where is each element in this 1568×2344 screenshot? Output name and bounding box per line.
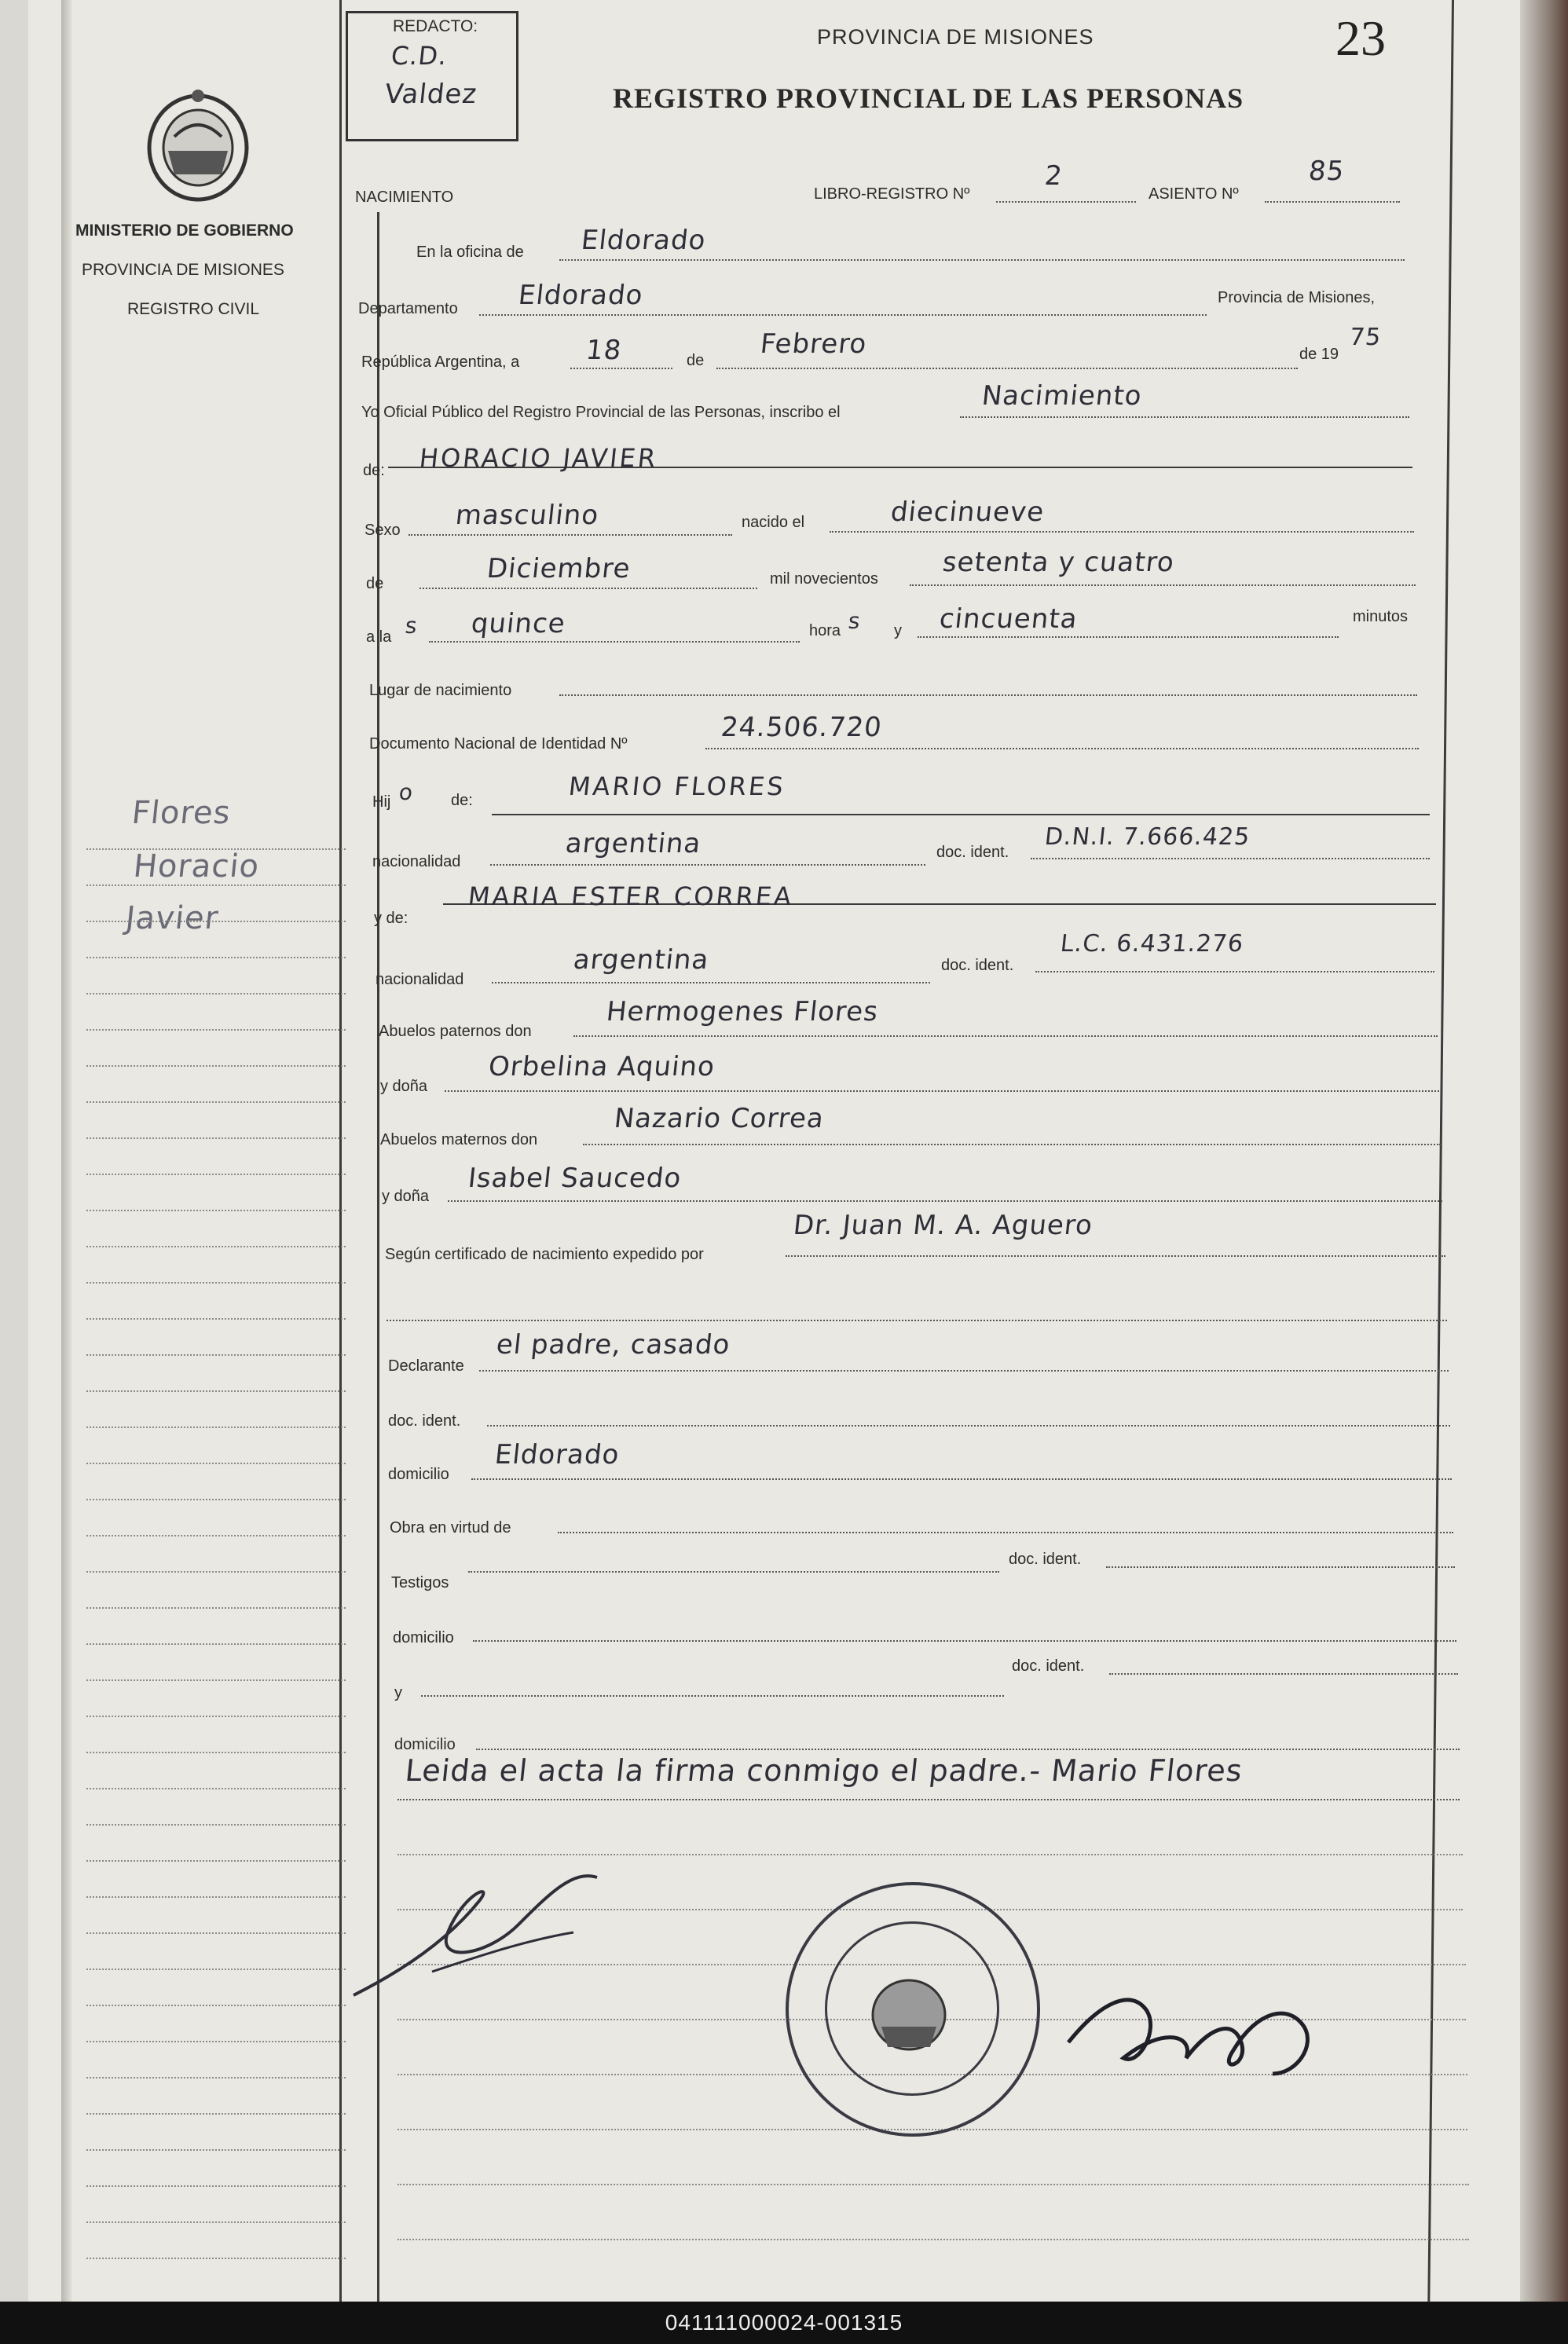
margin-rule-line	[86, 957, 346, 958]
oficina-line	[559, 259, 1405, 261]
abuelos-maternos-value: Nazario Correa	[612, 1103, 826, 1134]
hora-value: quince	[469, 608, 567, 639]
certificado-label: Según certificado de nacimiento expedido por	[385, 1246, 704, 1263]
nacionalidad-2-line	[492, 982, 930, 983]
official-signature	[1053, 1956, 1335, 2113]
margin-rule-line	[86, 2258, 346, 2259]
dona-2-line	[448, 1200, 1442, 1202]
book-cover-edge	[1520, 0, 1568, 2302]
abuelos-paternos-value: Hermogenes Flores	[604, 996, 881, 1027]
margin-rule-line	[86, 2149, 346, 2151]
departamento-value: Eldorado	[516, 280, 645, 311]
margin-rule-line	[86, 1824, 346, 1826]
testigos-line	[468, 1571, 999, 1573]
declarante-line	[479, 1370, 1449, 1372]
margin-rule-line	[86, 1607, 346, 1609]
y-testigo-doc-label: doc. ident.	[1012, 1657, 1085, 1675]
abuelos-maternos-label: Abuelos maternos don	[380, 1131, 538, 1148]
asiento-value: 85	[1306, 156, 1346, 187]
margin-rule-line	[86, 884, 346, 886]
de-nombre-label: de:	[363, 462, 385, 479]
father-signature	[338, 1838, 668, 2027]
stamp-emblem-icon	[858, 1972, 960, 2058]
a-la-suffix: s	[404, 613, 419, 639]
testigos-doc-label: doc. ident.	[1009, 1551, 1082, 1568]
certificado-line-2	[387, 1320, 1447, 1321]
nacionalidad-2-value: argentina	[571, 944, 711, 976]
mes-line	[716, 368, 1298, 369]
nacionalidad-1-label: nacionalidad	[372, 853, 461, 870]
margin-rule-line	[86, 1679, 346, 1681]
closing-note: Leida el acta la firma conmigo el padre.- Mario Flores	[403, 1753, 1244, 1788]
margin-rule-line	[86, 1282, 346, 1284]
nacido-label: nacido el	[742, 514, 805, 531]
margin-rule-line	[86, 1932, 346, 1934]
milnov-label: mil novecientos	[770, 570, 878, 588]
libro-value: 2	[1042, 160, 1064, 192]
declarante-doc-label: doc. ident.	[388, 1412, 461, 1430]
margin-rule-line	[86, 2041, 346, 2042]
republica-label: República Argentina, a	[361, 353, 520, 371]
margin-note-surname: Flores	[130, 795, 233, 831]
margin-rule-line	[86, 2221, 346, 2223]
rule-line	[397, 2184, 1469, 2185]
nacido-line	[830, 531, 1414, 533]
margin-rule-line	[86, 2077, 346, 2078]
margin-rule-line	[86, 1427, 346, 1428]
hijo-label: Hij	[372, 793, 391, 811]
libro-label: LIBRO-REGISTRO Nº	[814, 185, 970, 203]
child-name: HORACIO JAVIER	[418, 443, 660, 473]
margin-rule-line	[86, 1896, 346, 1898]
domicilio-label: domicilio	[388, 1466, 449, 1483]
domicilio-3-label: domicilio	[394, 1736, 456, 1753]
father-name: MARIO FLORES	[567, 771, 787, 801]
margin-rule-line	[86, 1354, 346, 1356]
redacto-name: Valdez	[383, 79, 479, 110]
margin-rule-line	[86, 1390, 346, 1392]
dia-value: 18	[584, 335, 624, 366]
doc-2-line	[1035, 971, 1434, 972]
margin-rule-line	[86, 1571, 346, 1573]
doc-1-label: doc. ident.	[936, 844, 1009, 861]
ministry-name: MINISTERIO DE GOBIERNO	[75, 222, 294, 240]
anio-nac-line	[910, 584, 1416, 586]
declarante-doc-line	[487, 1425, 1450, 1427]
ministry-registry: REGISTRO CIVIL	[127, 300, 260, 318]
certificado-value: Dr. Juan M. A. Aguero	[791, 1210, 1095, 1241]
redacto-label: REDACTO:	[393, 17, 478, 35]
oficina-value: Eldorado	[579, 225, 708, 256]
margin-rule-line	[86, 1535, 346, 1536]
margin-rule-line	[86, 2113, 346, 2115]
a-la-label: a la	[366, 628, 392, 646]
mother-name: MARIA ESTER CORREA	[467, 881, 796, 911]
testigos-doc-line	[1106, 1566, 1455, 1568]
nacido-value: diecinueve	[888, 496, 1046, 528]
y-testigo-label: y	[394, 1684, 402, 1701]
margin-note-middle: Javier	[123, 900, 221, 936]
margin-rule-line	[86, 1643, 346, 1645]
abuelos-paternos-line	[573, 1035, 1438, 1037]
sexo-label: Sexo	[365, 522, 401, 539]
abuelos-maternos-line	[583, 1144, 1441, 1145]
margin-rule-line	[86, 1752, 346, 1753]
doc-1-value: D.N.I. 7.666.425	[1043, 823, 1252, 851]
certificado-line	[786, 1255, 1445, 1257]
register-title: REGISTRO PROVINCIAL DE LAS PERSONAS	[613, 82, 1244, 114]
dona-1-value: Orbelina Aquino	[486, 1051, 717, 1082]
declarante-value: el padre, casado	[494, 1329, 732, 1361]
oficial-value: Nacimiento	[980, 380, 1144, 412]
margin-rule-line	[86, 1210, 346, 1211]
margin-rule-line	[86, 1499, 346, 1500]
de-mes-label: de	[366, 575, 384, 592]
obra-line	[558, 1532, 1453, 1533]
margin-rule-line	[86, 1788, 346, 1789]
declarante-label: Declarante	[388, 1357, 464, 1375]
margin-rule-line	[86, 1318, 346, 1320]
archive-id-bar: 041111000024-001315	[0, 2302, 1568, 2344]
testigos-label: Testigos	[391, 1574, 449, 1591]
minutos-label: minutos	[1353, 608, 1409, 625]
closing-line	[397, 1799, 1460, 1800]
sexo-line	[408, 534, 732, 536]
departamento-line	[479, 314, 1207, 316]
domicilio-2-line	[473, 1640, 1456, 1642]
libro-line	[996, 201, 1136, 203]
y-testigo-doc-line	[1109, 1673, 1458, 1675]
anio-nac-value: setenta y cuatro	[940, 547, 1176, 578]
margin-rule-line	[86, 1463, 346, 1464]
province-heading: PROVINCIA DE MISIONES	[817, 25, 1094, 49]
y-testigo-line	[421, 1695, 1004, 1697]
dni-line	[705, 748, 1419, 749]
dona-1-line	[445, 1090, 1439, 1092]
margin-rule-line	[86, 848, 346, 850]
dia-line	[570, 368, 672, 369]
dona-2-label: y doña	[382, 1188, 430, 1205]
minutos-line	[918, 636, 1339, 638]
margin-rule-line	[86, 1860, 346, 1862]
book-spine	[61, 0, 72, 2302]
margin-rule-line	[86, 1246, 346, 1247]
margin-rule-line	[86, 2005, 346, 2006]
mes-value: Febrero	[758, 328, 869, 360]
mes-nac-line	[419, 588, 757, 589]
margin-rule-line	[86, 1969, 346, 1970]
abuelos-paternos-label: Abuelos paternos don	[379, 1023, 532, 1040]
horas-label: hora	[809, 622, 841, 639]
asiento-line	[1265, 201, 1400, 203]
oficial-line	[960, 416, 1409, 418]
minutos-value: cincuenta	[937, 603, 1079, 635]
provincial-seal-icon	[135, 82, 261, 207]
margin-rule-line	[86, 993, 346, 994]
redacto-initials: C.D.	[390, 41, 449, 71]
y-de-label: y de:	[374, 910, 408, 927]
margin-rule-line	[86, 921, 346, 922]
margin-rule-line	[86, 1029, 346, 1031]
oficial-label: Yo Oficial Público del Registro Provincial de las Personas, inscribo el	[361, 404, 841, 421]
hora-line	[429, 641, 800, 643]
hijo-de-label: de:	[451, 792, 473, 809]
margin-rule-line	[86, 1716, 346, 1717]
ministry-province: PROVINCIA DE MISIONES	[82, 261, 284, 279]
de-label: de	[687, 352, 705, 369]
domicilio-3-line	[476, 1749, 1460, 1750]
dni-label: Documento Nacional de Identidad Nº	[369, 735, 628, 753]
anio-label: de 19	[1299, 346, 1339, 363]
asiento-label: ASIENTO Nº	[1149, 185, 1239, 203]
dona-1-label: y doña	[380, 1078, 428, 1095]
doc-2-value: L.C. 6.431.276	[1059, 930, 1245, 958]
margin-rule-line	[86, 1065, 346, 1067]
y-label: y	[894, 622, 902, 639]
padre-line	[492, 814, 1430, 815]
margin-rule-line	[86, 1174, 346, 1175]
provincia-label: Provincia de Misiones,	[1218, 289, 1376, 306]
doc-1-line	[1031, 858, 1430, 859]
departamento-label: Departamento	[358, 300, 458, 317]
domicilio-value: Eldorado	[493, 1439, 621, 1470]
margin-rule-line	[86, 2185, 346, 2187]
nacionalidad-1-value: argentina	[563, 828, 703, 859]
mes-nac-value: Diciembre	[485, 553, 632, 584]
oficina-label: En la oficina de	[416, 244, 524, 261]
rule-line	[397, 2239, 1469, 2240]
dni-value: 24.506.720	[719, 712, 884, 743]
dona-2-value: Isabel Saucedo	[466, 1163, 683, 1194]
horas-suffix: s	[847, 608, 863, 634]
doc-2-label: doc. ident.	[941, 957, 1014, 974]
margin-rule-line	[86, 1101, 346, 1103]
domicilio-2-label: domicilio	[393, 1629, 454, 1646]
obra-label: Obra en virtud de	[390, 1519, 511, 1536]
anio-value: 75	[1348, 324, 1383, 351]
sexo-value: masculino	[453, 500, 601, 531]
record-type-label: NACIMIENTO	[355, 189, 454, 206]
page-number: 23	[1335, 10, 1386, 66]
margin-note-name: Horacio	[131, 848, 262, 884]
lugar-line	[559, 694, 1417, 696]
margin-rule-line	[86, 1137, 346, 1139]
lugar-label: Lugar de nacimiento	[369, 682, 512, 699]
nacionalidad-2-label: nacionalidad	[376, 971, 464, 988]
hijo-suffix: o	[397, 779, 415, 805]
domicilio-line	[471, 1478, 1452, 1480]
nacionalidad-1-line	[490, 864, 925, 866]
